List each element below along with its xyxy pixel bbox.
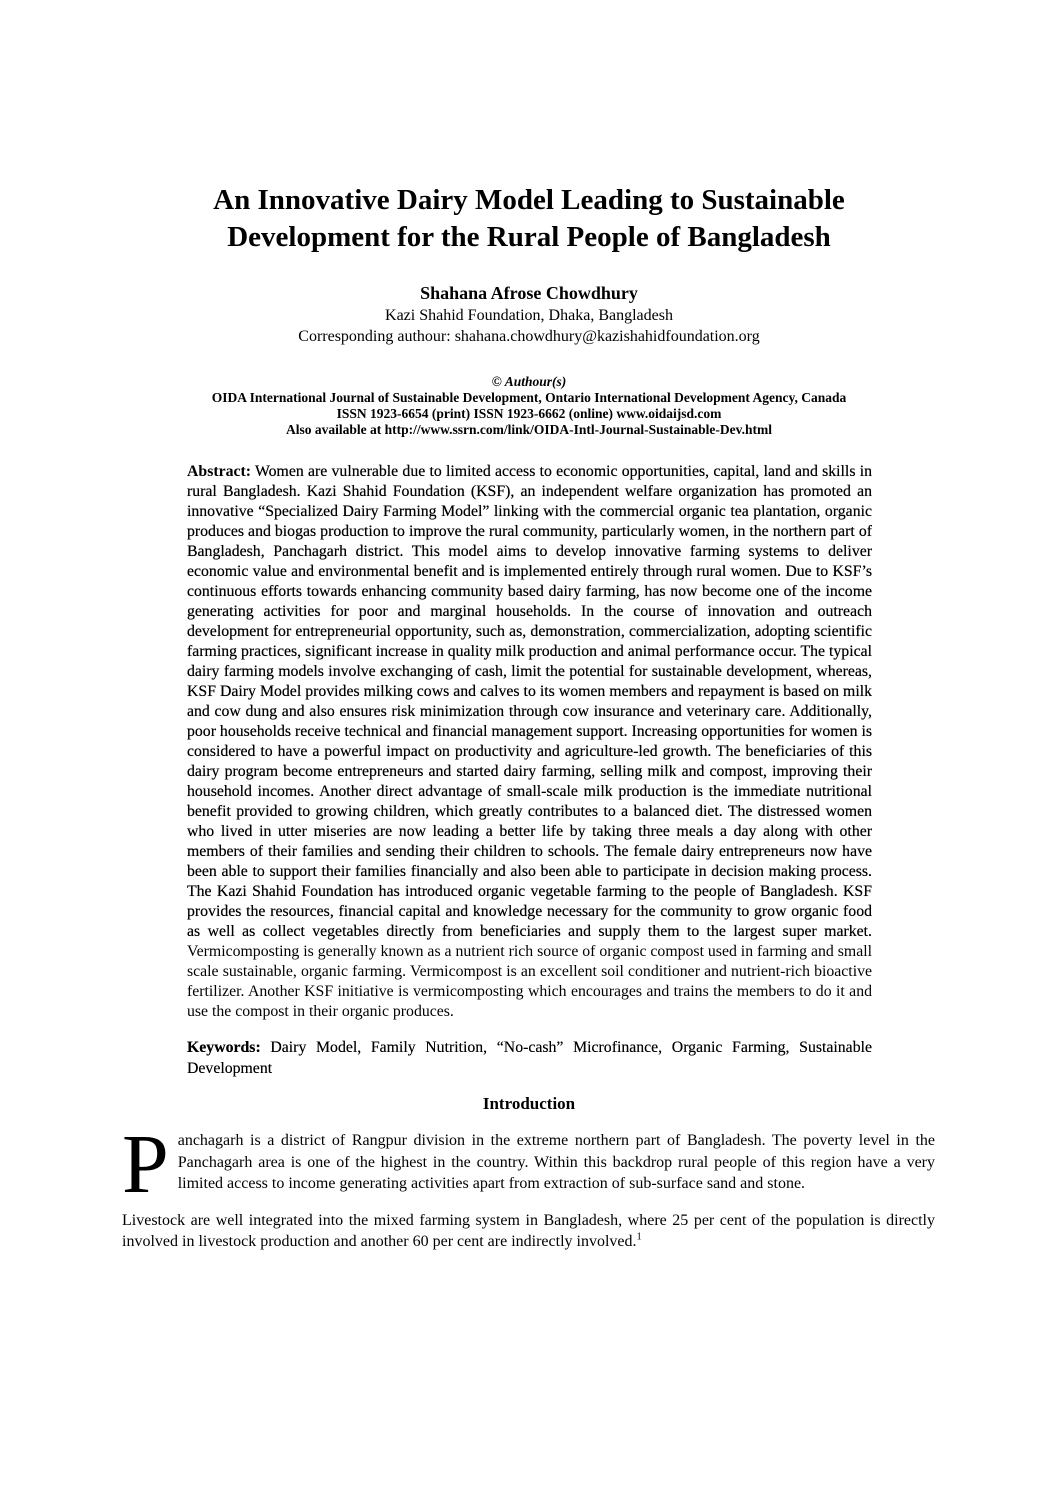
copyright-line: © Authour(s) — [491, 374, 567, 389]
abstract-text-main: Women are vulnerable due to limited access to economic opportunities, capital, land and skills in rural Bangladesh. Kazi Shahid Foundation (KSF), an independent welfare organization has promoted an innovative “Specialized Dairy Farming Model” linking with the commercial organic tea plantation, organic produces and biogas production to improve the rural community, particularly women, in the northern part of Bangladesh, Panchagarh district. This model aims to develop innovative farming systems to deliver economic value and environmental benefit and is implemented entirely through rural women. Due to KSF’s continuous efforts towards enhancing community based dairy farming, has now become one of the income generating activities for poor and marginal households. In the course of innovation and outreach development for entrepreneurial opportunity, such as, demonstration, commercialization, adopting scientific farming practices, significant increase in quality milk production and animal performance occur. The typical dairy farming models involve exchanging of cash, limit the potential for sustainable development, whereas, KSF Dairy Model provides milking cows and calves to its women members and repayment is based on milk and cow dung and also ensures risk minimization through cow insurance and veterinary care. Additionally, poor households receive technical and financial management support. Increasing opportunities for women is considered to have a powerful impact on productivity and agriculture-led growth. The beneficiaries of this dairy program become entrepreneurs and started dairy farming, selling milk and compost, improving their household incomes. Another direct advantage of small-scale milk production is the immediate nutritional benefit provided to growing children, which greatly contributes to a balanced diet. The distressed women who lived in utter miseries are now leading a better life by taking three meals a day along with other members of their families and sending their children to schools. The female dairy entrepreneurs now have been able to support their families financially and also been able to participate in decision making process. The Kazi Shahid Foundation has introduced organic vegetable farming to the people of Bangladesh. KSF provides the resources, financial capital and knowledge necessary for the community to grow organic food as well as collect vegetables directly from beneficiaries and supply them to the largest super market. — [187, 463, 872, 940]
footnote-reference-1: 1 — [636, 1231, 642, 1243]
paper-title — [0, 0, 1058, 256]
journal-line: OIDA International Journal of Sustainable Development, Ontario International Development Agency, Canada — [211, 390, 847, 405]
introduction-paragraph — [122, 1118, 935, 1211]
paper-title-line2: Development for the Rural People of Bangladesh — [227, 221, 831, 253]
author-name: Shahana Afrose Chowdhury — [420, 283, 638, 303]
abstract-text-alt: Vermicomposting is generally known as a nutrient rich source of organic compost used in farming and small scale sustainable, organic farming. Vermicompost is an excellent soil conditioner and nutrient-rich bioactive fertilizer. Another KSF initiative is vermicomposting which encourages and trains the members to do it and use the compost in their organic produces. — [187, 943, 872, 1020]
issn-line: ISSN 1923-6654 (print) ISSN 1923-6662 (online) www.oidaijsd.com — [336, 406, 722, 421]
author-block — [0, 282, 1058, 347]
introduction-heading: Introduction — [482, 1094, 576, 1113]
publisher-block — [0, 374, 1058, 438]
abstract-paragraph — [187, 462, 872, 1022]
corresponding-author-line — [0, 326, 1058, 347]
introduction-paragraph-text: anchagarh is a district of Rangpur division in the extreme northern part of Bangladesh. The poverty level in the Panchagarh area is one of the highest in the country. Within this backdrop rural people of this region have a very limited access to income generating activities apart from extraction of sub-surface sand and stone. — [177, 1132, 935, 1192]
livestock-paragraph-text: Livestock are well integrated into the mixed farming system in Bangladesh, where 25 per cent of the population is directly involved in livestock production and another 60 per cent are indirectly involved. — [122, 1211, 935, 1250]
keywords-paragraph — [187, 1037, 872, 1079]
corresponding-label: Corresponding authour: — [298, 328, 451, 345]
livestock-paragraph — [122, 1210, 935, 1253]
paper-title-line1: An Innovative Dairy Model Leading to Sustainable — [213, 184, 845, 216]
abstract-label: Abstract: — [187, 463, 252, 480]
keywords-label: Keywords: — [187, 1039, 261, 1056]
corresponding-email: shahana.chowdhury@kazishahidfoundation.org — [454, 328, 760, 345]
dropcap-letter: P — [122, 1118, 169, 1211]
availability-line: Also available at http://www.ssrn.com/link/OIDA-Intl-Journal-Sustainable-Dev.html — [285, 422, 773, 437]
author-affiliation: Kazi Shahid Foundation, Dhaka, Bangladesh — [385, 307, 673, 324]
keywords-text: Dairy Model, Family Nutrition, “No-cash” Microfinance, Organic Farming, Sustainable Development — [187, 1039, 872, 1077]
